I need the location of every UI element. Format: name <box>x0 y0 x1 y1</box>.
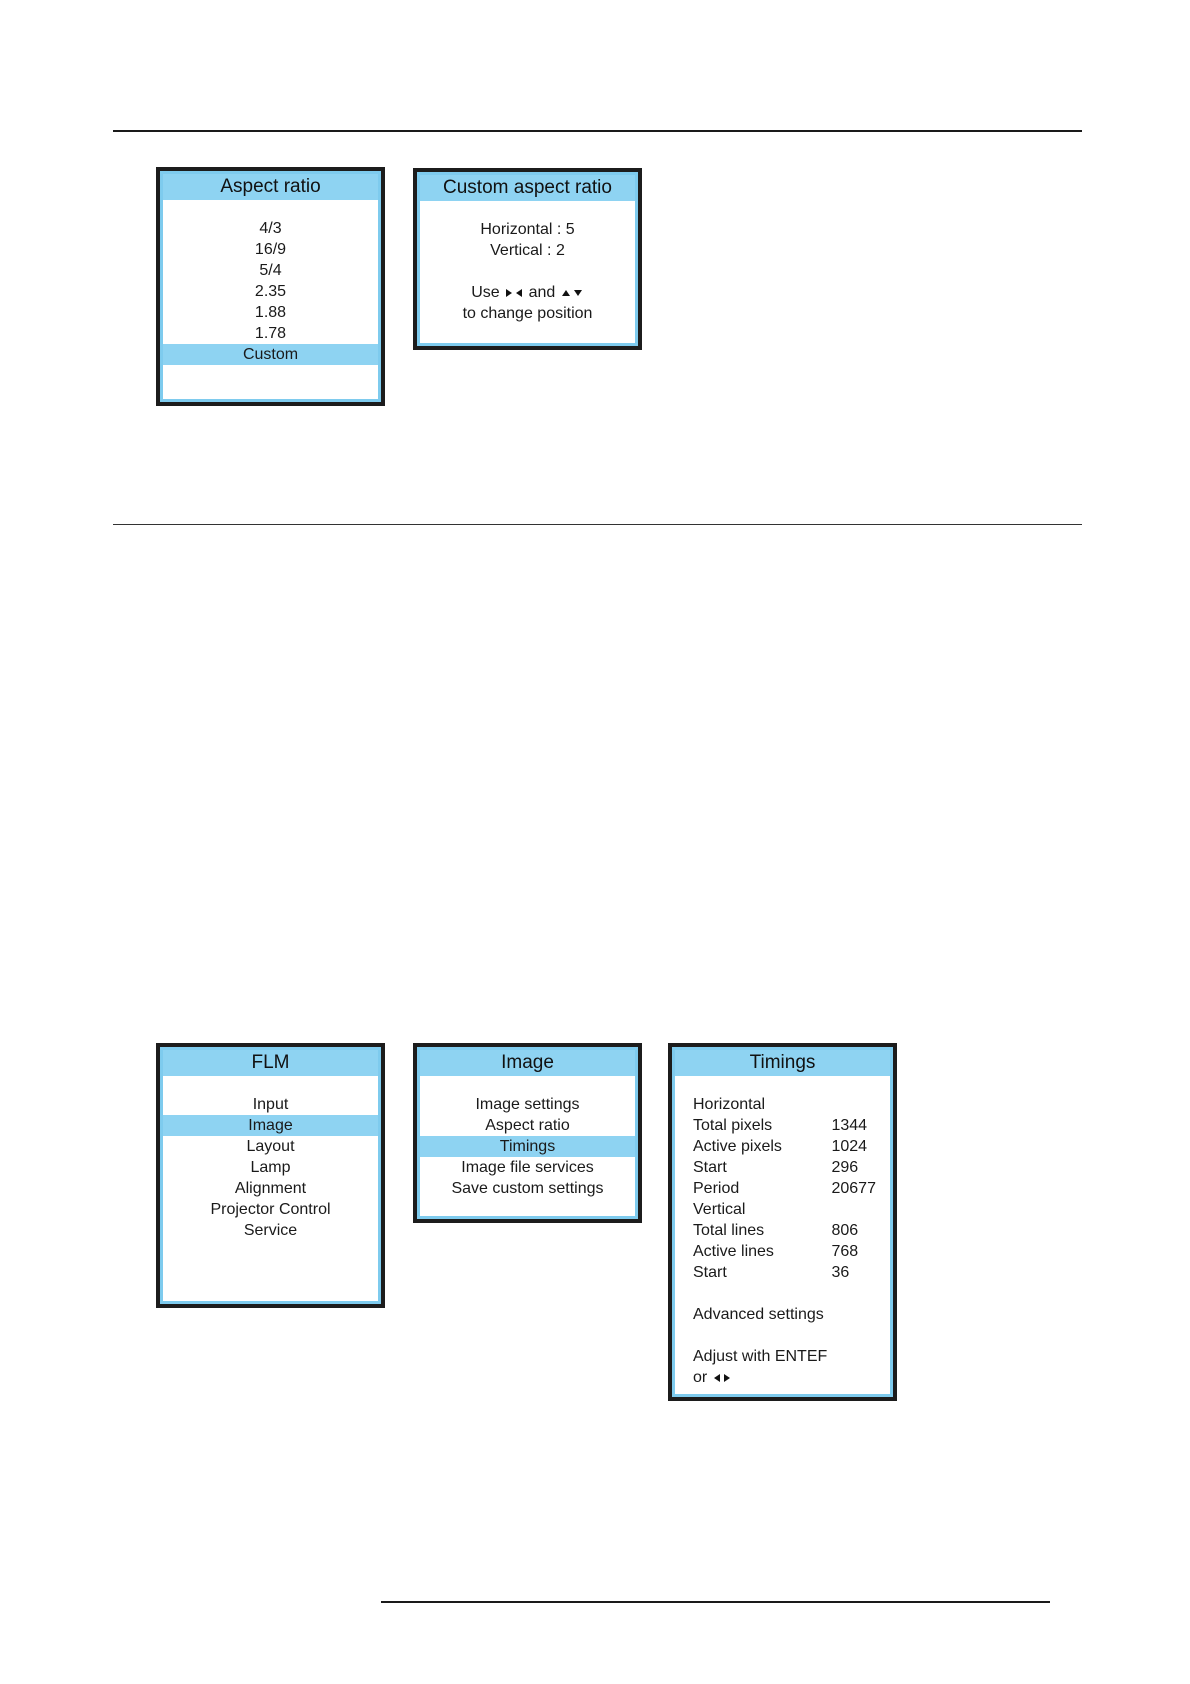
image-menu <box>413 1043 642 1223</box>
flm-item-projector-control[interactable]: Projector Control <box>210 1201 331 1218</box>
timing-label: Active pixels <box>693 1138 782 1155</box>
aspect-ratio-list <box>163 218 378 365</box>
timings-menu <box>668 1043 897 1401</box>
aspect-ratio-option-custom[interactable]: Custom <box>163 344 378 365</box>
arrow-right-icon <box>506 289 512 297</box>
flm-item-input[interactable]: Input <box>252 1096 289 1113</box>
flm-title: FLM <box>163 1050 378 1076</box>
horizontal-heading: Horizontal <box>693 1096 766 1113</box>
timing-value: 1024 <box>831 1138 868 1155</box>
timing-row[interactable] <box>675 1178 890 1199</box>
hint-line-2: to change position <box>462 305 593 322</box>
adjust-hint-line-2 <box>675 1367 890 1388</box>
horizontal-value[interactable]: Horizontal : 5 <box>480 221 575 238</box>
image-list <box>420 1094 635 1199</box>
aspect-ratio-option-1-88[interactable]: 1.88 <box>254 304 287 321</box>
timing-value: 1344 <box>831 1117 868 1134</box>
image-item-image-settings[interactable]: Image settings <box>475 1096 580 1113</box>
timing-value: 20677 <box>831 1180 876 1197</box>
arrow-down-icon <box>574 290 582 296</box>
image-title: Image <box>420 1050 635 1076</box>
arrow-left-icon <box>714 1374 720 1382</box>
custom-aspect-ratio-menu <box>413 168 642 350</box>
aspect-ratio-menu <box>156 167 385 406</box>
timing-label: Start <box>693 1159 727 1176</box>
timing-row[interactable] <box>675 1262 890 1283</box>
advanced-settings-item[interactable]: Advanced settings <box>693 1306 824 1323</box>
image-item-save-custom-settings[interactable]: Save custom settings <box>451 1180 604 1197</box>
flm-item-lamp[interactable]: Lamp <box>250 1159 291 1176</box>
timing-value: 768 <box>831 1243 859 1260</box>
timing-row[interactable] <box>675 1115 890 1136</box>
image-item-aspect-ratio[interactable]: Aspect ratio <box>485 1117 570 1134</box>
timing-row[interactable] <box>675 1157 890 1178</box>
flm-menu <box>156 1043 385 1308</box>
timing-label: Total lines <box>693 1222 765 1239</box>
timing-label: Active lines <box>693 1243 774 1260</box>
timing-row[interactable] <box>675 1136 890 1157</box>
timing-value: 36 <box>831 1264 850 1281</box>
timing-row[interactable] <box>675 1220 890 1241</box>
timing-label: Start <box>693 1264 727 1281</box>
vertical-heading: Vertical <box>693 1201 746 1218</box>
hint-use-text: Use <box>471 284 500 301</box>
arrow-right-icon <box>724 1374 730 1382</box>
timings-title: Timings <box>675 1050 890 1076</box>
arrow-left-icon <box>516 289 522 297</box>
timing-row[interactable] <box>675 1241 890 1262</box>
aspect-ratio-option-16-9[interactable]: 16/9 <box>254 241 287 258</box>
timing-label: Total pixels <box>693 1117 773 1134</box>
hint-line-1 <box>420 282 635 303</box>
flm-item-service[interactable]: Service <box>243 1222 298 1239</box>
aspect-ratio-option-2-35[interactable]: 2.35 <box>254 283 287 300</box>
custom-aspect-ratio-title: Custom aspect ratio <box>420 175 635 201</box>
adjust-hint-line-1: Adjust with ENTEF <box>693 1348 828 1365</box>
footer-rule <box>381 1601 1050 1603</box>
image-item-timings[interactable]: Timings <box>420 1136 635 1157</box>
timing-value: 806 <box>831 1222 859 1239</box>
hint-and-text: and <box>528 284 556 301</box>
aspect-ratio-option-1-78[interactable]: 1.78 <box>254 325 287 342</box>
section-rule <box>113 524 1082 525</box>
flm-item-image[interactable]: Image <box>163 1115 378 1136</box>
arrow-up-icon <box>562 290 570 296</box>
vertical-value[interactable]: Vertical : 2 <box>490 242 565 259</box>
aspect-ratio-option-5-4[interactable]: 5/4 <box>259 262 282 279</box>
top-rule <box>113 130 1082 132</box>
timing-label: Period <box>693 1180 740 1197</box>
aspect-ratio-option-4-3[interactable]: 4/3 <box>259 220 282 237</box>
flm-item-alignment[interactable]: Alignment <box>234 1180 307 1197</box>
flm-item-layout[interactable]: Layout <box>246 1138 295 1155</box>
image-item-image-file-services[interactable]: Image file services <box>461 1159 594 1176</box>
timing-value: 296 <box>831 1159 859 1176</box>
aspect-ratio-title: Aspect ratio <box>163 174 378 200</box>
adjust-or-text: or <box>693 1369 708 1386</box>
flm-list <box>163 1094 378 1241</box>
